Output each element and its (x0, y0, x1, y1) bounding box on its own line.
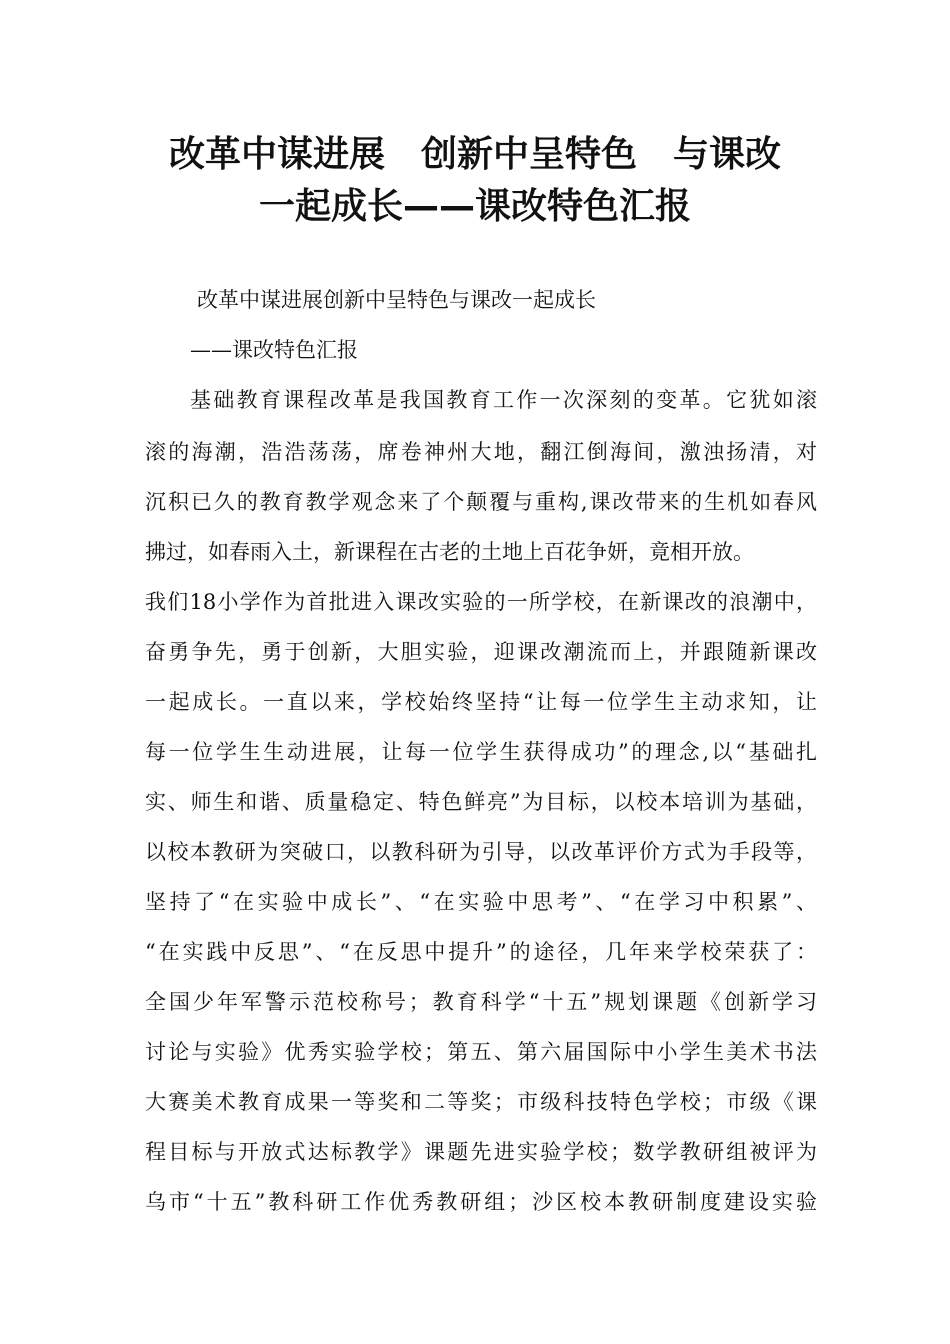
body-text-line: “在实践中反思”、“在反思中提升”的途径，几年来学校荣获了： (145, 940, 817, 964)
body-text-line: 沉积已久的教育教学观念来了个颠覆与重构,课改带来的生机如春风 (145, 490, 817, 514)
body-text-line: 程目标与开放式达标教学》课题先进实验学校；数学教研组被评为 (145, 1140, 817, 1164)
body-text-line: 坚持了“在实验中成长”、“在实验中思考”、“在学习中积累”、 (145, 890, 817, 914)
body-text-line: 一起成长。一直以来，学校始终坚持“让每一位学生主动求知，让 (145, 690, 817, 714)
body-text-line: 滚的海潮，浩浩荡荡，席卷神州大地，翻江倒海间，激浊扬清，对 (145, 440, 817, 464)
subheading-main: 改革中谋进展创新中呈特色与课改一起成长 (197, 288, 596, 312)
body-text-line: 基础教育课程改革是我国教育工作一次深刻的变革。它犹如滚 (190, 388, 817, 412)
body-text-line: 以校本教研为突破口，以教科研为引导，以改革评价方式为手段等， (145, 840, 817, 864)
document-title-line-2: 一起成长——课改特色汇报 (258, 186, 691, 227)
body-text-line: 全国少年军警示范校称号；教育科学“十五”规划课题《创新学习 (145, 990, 817, 1014)
document-title-line-1: 改革中谋进展 创新中呈特色 与课改 (168, 134, 781, 175)
body-text-line: 奋勇争先，勇于创新，大胆实验，迎课改潮流而上，并跟随新课改 (145, 640, 817, 664)
body-text-line: 每一位学生生动进展，让每一位学生获得成功”的理念,以“基础扎 (145, 740, 817, 764)
body-text-line: 讨论与实验》优秀实验学校；第五、第六届国际中小学生美术书法 (145, 1040, 817, 1064)
body-text-line: 大赛美术教育成果一等奖和二等奖；市级科技特色学校；市级《课 (145, 1090, 817, 1114)
body-text-line: 我们18小学作为首批进入课改实验的一所学校，在新课改的浪潮中， (145, 590, 817, 614)
body-text-line: 拂过，如春雨入土，新课程在古老的土地上百花争妍，竟相开放。 (145, 540, 754, 564)
body-text-line: 实、师生和谐、质量稳定、特色鲜亮”为目标，以校本培训为基础， (145, 790, 817, 814)
subheading-secondary: ——课改特色汇报 (190, 338, 358, 362)
body-text-line: 乌市“十五”教科研工作优秀教研组；沙区校本教研制度建设实验 (145, 1190, 817, 1214)
